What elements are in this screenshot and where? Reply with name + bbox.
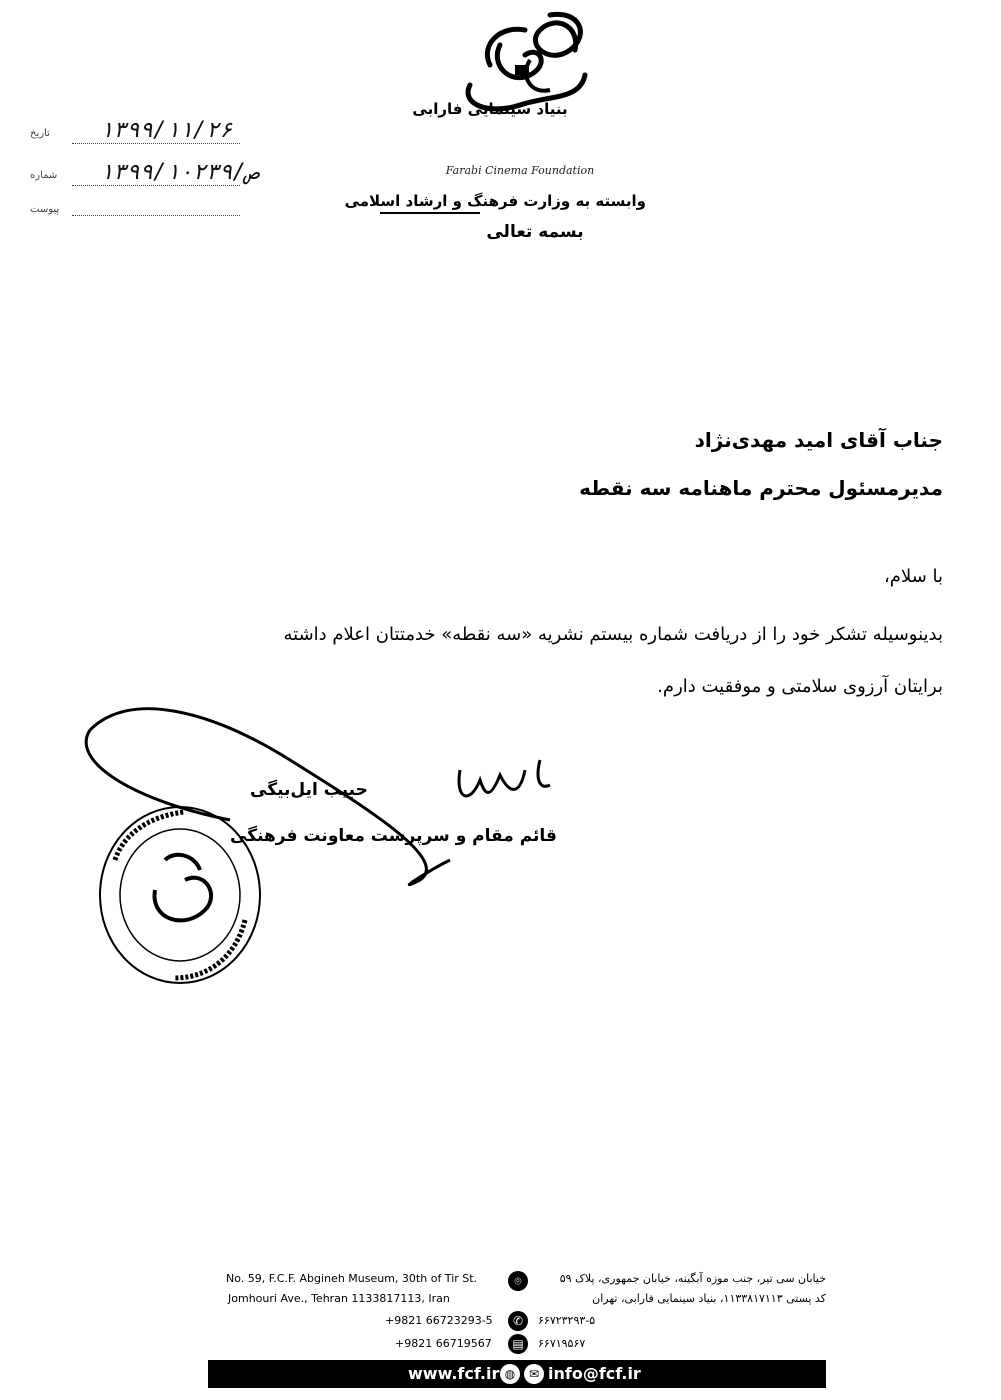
affiliation-text: وابسته به وزارت فرهنگ و ارشاد اسلامی: [344, 192, 646, 210]
number-dotted-line: [72, 185, 240, 186]
affiliation-underline: [380, 212, 480, 214]
date-label: تاریخ: [30, 128, 50, 139]
recipient-name: جناب آقای امید مهدی‌نژاد: [694, 428, 943, 452]
attachment-label: پیوست: [30, 204, 60, 215]
footer-address-fa-2: کد پستی ۱۱۳۳۸۱۷۱۱۳، بنیاد سینمایی فارابی، تهران: [592, 1292, 826, 1305]
footer-phone-en: +9821 66723293-5: [385, 1314, 493, 1327]
signer-title: قائم مقام و سرپرست معاونت فرهنگی: [230, 826, 557, 846]
affiliation-block: [344, 192, 646, 216]
phone-icon: ✆: [508, 1311, 528, 1331]
greeting: با سلام،: [884, 566, 943, 587]
footer-address-en-2: Jomhouri Ave., Tehran 1133817113, Iran: [228, 1292, 450, 1305]
date-dotted-line: [72, 143, 240, 144]
attachment-dotted-line: [72, 215, 240, 216]
recipient-title: مدیرمسئول محترم ماهنامه سه نقطه: [579, 476, 943, 500]
body-line-2: برایتان آرزوی سلامتی و موفقیت دارم.: [657, 676, 943, 697]
fax-icon: ▤: [508, 1334, 528, 1354]
email-icon: ✉: [524, 1364, 544, 1384]
footer-website[interactable]: www.fcf.ir: [408, 1364, 500, 1383]
signer-name: حبیب ایل‌بیگی: [250, 780, 368, 800]
footer-address-en-1: No. 59, F.C.F. Abgineh Museum, 30th of Tir St.: [226, 1272, 478, 1285]
date-value: ۱۳۹۹/۱۱/۲۶: [100, 118, 233, 143]
globe-icon: ◍: [500, 1364, 520, 1384]
attachment-row: [30, 190, 290, 220]
number-label: شماره: [30, 170, 58, 181]
footer-fax-fa: ۶۶۷۱۹۵۶۷: [538, 1337, 586, 1350]
body-line-1: بدینوسیله تشکر خود را از دریافت شماره بیستم نشریه «سه نقطه» خدمتتان اعلام داشته: [283, 624, 943, 645]
location-pin-icon: ⌾: [508, 1271, 528, 1291]
logo-persian-text: بنیاد سینمایی فارابی: [412, 100, 568, 118]
footer-contact-bar: [208, 1360, 826, 1388]
logo-latin-text: Farabi Cinema Foundation: [445, 164, 595, 177]
footer-email[interactable]: info@fcf.ir: [548, 1364, 641, 1383]
date-row: [30, 118, 290, 148]
number-row: [30, 160, 290, 190]
footer-fax-en: +9821 66719567: [395, 1337, 492, 1350]
bismillah: بسمه تعالی: [486, 222, 584, 242]
footer-phone-fa: ۶۶۷۲۳۲۹۳-۵: [538, 1314, 596, 1327]
footer-address-fa-1: خیابان سی تیر، جنب موزه آبگینه، خیابان جمهوری، پلاک ۵۹: [559, 1272, 826, 1285]
number-value: ۱۳۹۹/ص/۱۰۲۳۹: [100, 160, 259, 185]
